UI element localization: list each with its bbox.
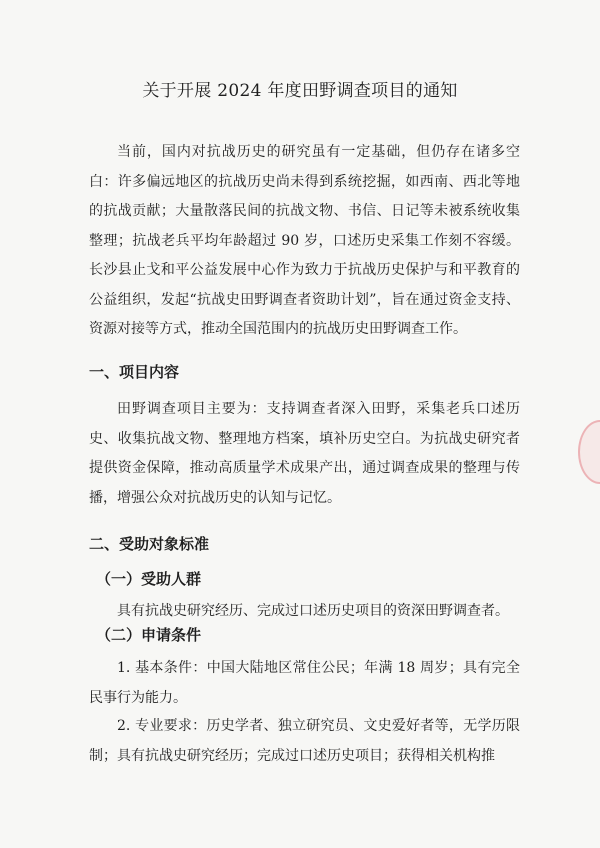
intro-paragraph: 当前，国内对抗战历史的研究虽有一定基础，但仍存在诸多空白：许多偏远地区的抗战历史尚未得到系统挖掘，如西南、西北等地的抗战贡献；大量散落民间的抗战文物、书信、日记等未被系统收集整理；抗战老兵平均年龄超过 90 岁，口述历史采集工作刻不容缓。长沙县止戈和平公益发展中心作为致力于抗战历史保护与和平教育的公益组织，发起“抗战史田野调查者资助计划”，旨在通过资金支持、资源对接等方式，推动全国范围内的抗战历史田野调查工作。	[89, 144, 520, 337]
document-title: 关于开展 2024 年度田野调查项目的通知	[142, 81, 458, 101]
condition-item-1: 1. 基本条件：中国大陆地区常住公民；年满 18 周岁；具有完全民事行为能力。	[89, 660, 520, 706]
section1-heading: 一、项目内容	[89, 363, 180, 381]
seal-stamp-edge	[578, 420, 600, 484]
section2-sub1-body: 具有抗战史研究经历、完成过口述历史项目的资深田野调查者。	[117, 603, 509, 619]
section2-heading: 二、受助对象标准	[89, 535, 210, 553]
condition-item-2: 2. 专业要求：历史学者、独立研究员、文史爱好者等，无学历限制；具有抗战史研究经历；完成过口述历史项目；获得相关机构推	[89, 718, 520, 764]
section2-sub2-heading: （二）申请条件	[96, 626, 202, 644]
section2-sub1-heading: （一）受助人群	[96, 570, 202, 588]
section1-body: 田野调查项目主要为：支持调查者深入田野，采集老兵口述历史、收集抗战文物、整理地方档案，填补历史空白。为抗战史研究者提供资金保障，推动高质量学术成果产出，通过调查成果的整理与传播，增强公众对抗战历史的认知与记忆。	[89, 401, 520, 506]
